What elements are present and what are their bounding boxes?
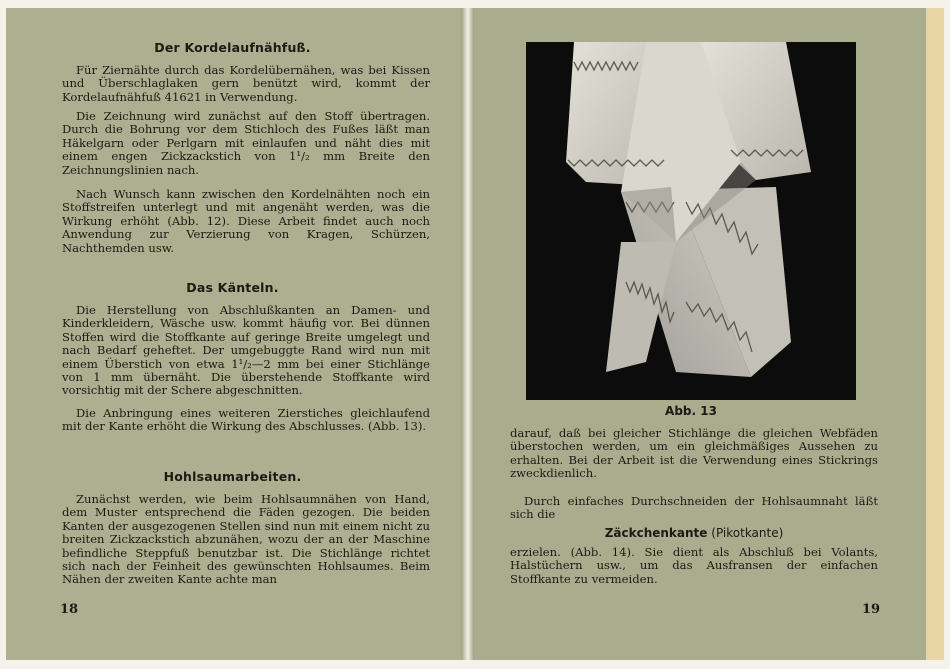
paragraph: Zunächst werden, wie beim Hohlsaumnähen von Hand, dem Muster entsprechend die Fäden gezogen. Die beiden Kanten der ausgezogenen Stellen sind nun mit einem nicht zu breiten Zickzackstich abzunähen, wozu der an der Maschine befindliche Steppfuß benutzbar ist. Die Stichlänge richtet sich nach der Feinheit des gewünschten Hohlsaumes. Beim Nähen der zweiten Kante achte man xyxy=(62,492,430,587)
page-edge xyxy=(926,8,944,660)
paragraph: Durch einfaches Durchschneiden der Hohlsaumnaht läßt sich die xyxy=(510,494,878,522)
paragraph: darauf, daß bei gleicher Stichlänge die gleichen Webfäden überstochen werden, um ein gleichmäßiges Aussehen zu erhalten. Bei der Arbeit ist die Verwendung eines Stickrings zweckdienlich. xyxy=(510,426,878,481)
paragraph: Die Zeichnung wird zunächst auf den Stoff übertragen. Durch die Bohrung vor dem Stichloch des Fußes läßt man Häkelgarn oder Perlgarn mit einlaufen und näht dies mit einem engen Zickzackstich von 1¹/₂ mm Breite den Zeichnungslinien nach. xyxy=(62,109,430,177)
folded-fabric-illustration xyxy=(526,42,856,400)
inline-heading-title: Zäckchenkante xyxy=(604,526,708,540)
figure-photo-abb-13 xyxy=(526,42,856,400)
book-gutter xyxy=(461,8,474,660)
paragraph: Nach Wunsch kann zwischen den Kordelnähten noch ein Stoffstreifen unterlegt und mit angenäht werden, was die Wirkung erhöht (Abb. 12). Diese Arbeit findet auch noch Anwendung zur Verzierung von Kragen, Schürzen, Nachthemden usw. xyxy=(62,187,430,255)
inline-heading-note: (Pikotkante) xyxy=(711,526,784,540)
page-number-left: 18 xyxy=(60,602,79,617)
page-number-right: 19 xyxy=(862,602,881,617)
paragraph: Die Herstellung von Abschlußkanten an Damen- und Kinderkleidern, Wäsche usw. kommt häufig vor. Bei dünnen Stoffen wird die Stoffkante auf geringe Breite umgelegt und nach Bedarf geheftet. Der umgebuggte Rand wird nun mit einem Überstich von etwa 1¹/₂—2 mm bei einer Stichlänge von 1 mm übernäht. Die überstehende Stoffkante wird vorsichtig mit der Schere abgeschnitten. xyxy=(62,303,430,398)
section-heading-hohlsaumarbeiten: Hohlsaumarbeiten. xyxy=(163,469,302,484)
inline-heading-zaeckchenkante xyxy=(510,526,878,540)
figure-caption: Abb. 13 xyxy=(665,404,717,418)
section-heading-kanteln: Das Känteln. xyxy=(186,280,279,295)
paragraph: Die Anbringung eines weiteren Zierstiches gleichlaufend mit der Kante erhöht die Wirkung des Abschlusses. (Abb. 13). xyxy=(62,406,430,434)
paragraph: erzielen. (Abb. 14). Sie dient als Abschluß bei Volants, Halstüchern usw., um das Ausfransen der einfachen Stoffkante zu vermeiden. xyxy=(510,545,878,586)
section-heading-kordelaufnaehfuss: Der Kordelaufnähfuß. xyxy=(154,40,311,55)
paragraph: Für Ziernähte durch das Kordelübernähen, was bei Kissen und Überschlaglaken gern benützt wird, kommt der Kordelaufnähfuß 41621 in Verwendung. xyxy=(62,63,430,104)
